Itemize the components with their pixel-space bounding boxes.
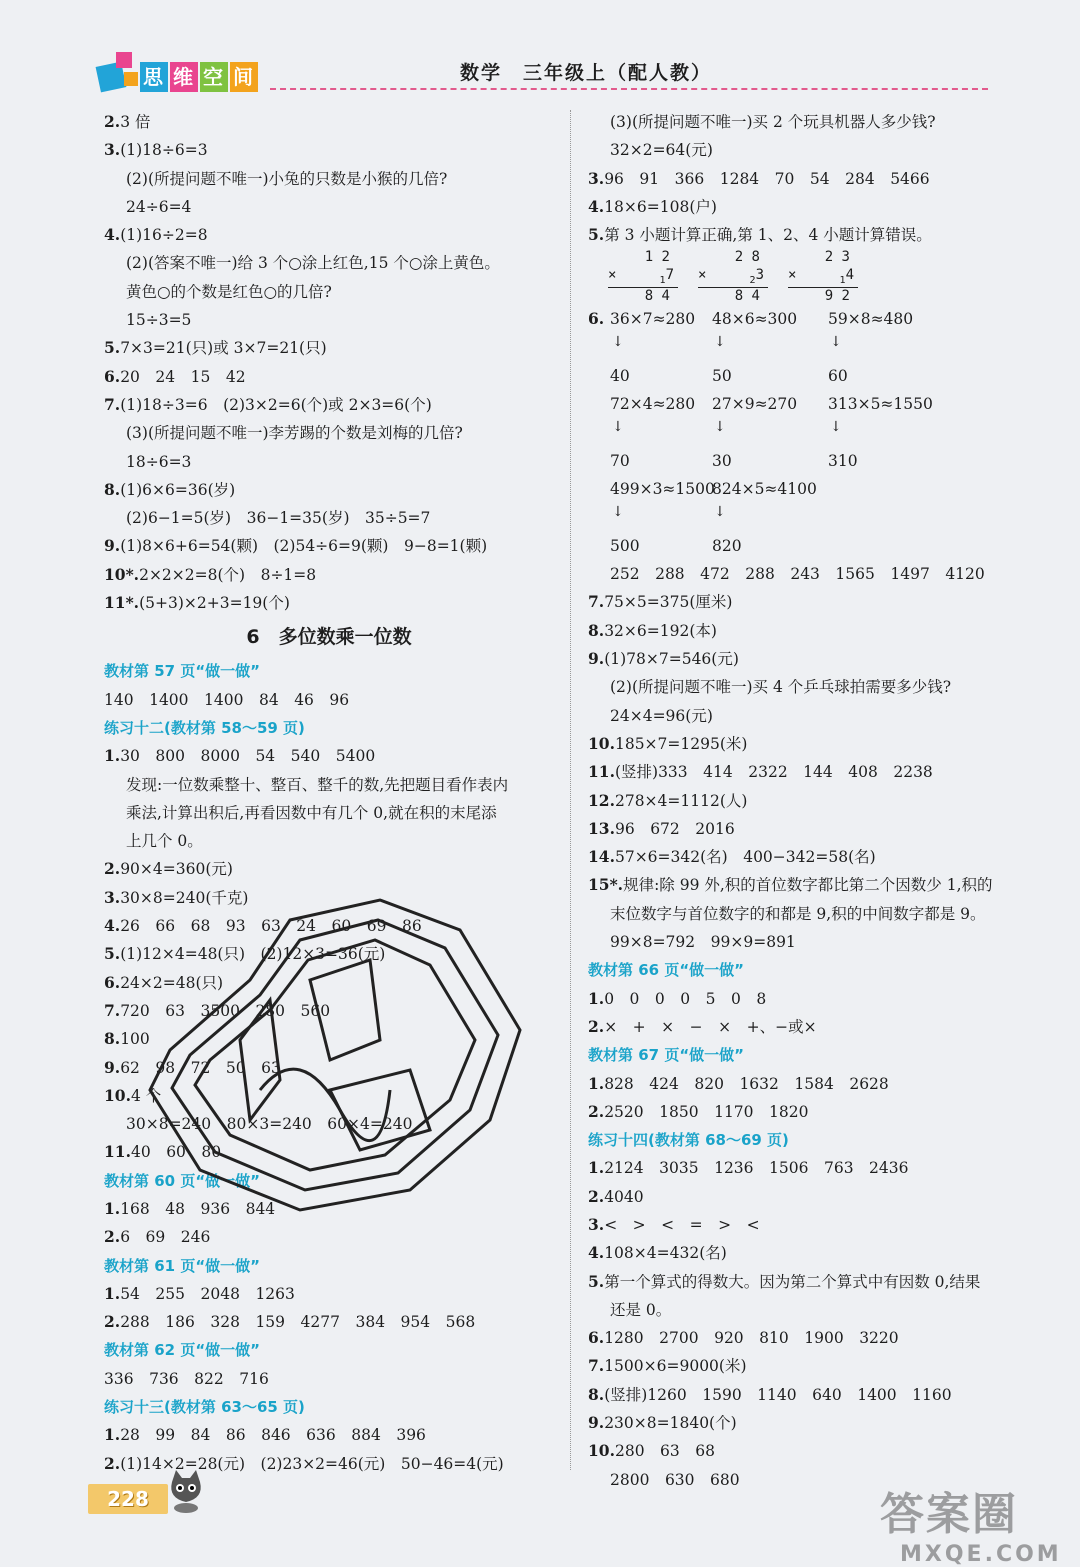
question-number: 8. bbox=[588, 1384, 605, 1404]
answer-text: (1)18÷3=6 (2)3×2=6(个)或 2×3=6(个) bbox=[120, 395, 432, 414]
vcalc-digit: 7 bbox=[665, 267, 674, 284]
answer-line bbox=[588, 758, 1048, 786]
subsection-label: 教材第 57 页“做一做” bbox=[104, 662, 261, 681]
vertical-calculation bbox=[608, 249, 678, 306]
vcalc-digit: 3 bbox=[755, 267, 764, 284]
estimate-cell: 30 bbox=[712, 451, 732, 470]
estimate-row bbox=[588, 305, 1048, 333]
answer-line bbox=[104, 136, 554, 164]
answer-line bbox=[104, 1223, 554, 1251]
estimate-row bbox=[588, 532, 1048, 560]
times-sign: × bbox=[608, 267, 617, 284]
question-number: 8. bbox=[104, 479, 121, 499]
answer-text: 252 288 472 288 243 1565 1497 4120 bbox=[610, 565, 985, 584]
answer-line bbox=[588, 617, 1048, 645]
down-arrow-icon: ↓ bbox=[612, 503, 624, 520]
question-number: 1. bbox=[104, 746, 121, 766]
question-number: 10. bbox=[588, 1441, 615, 1461]
answer-text: (1)8×6+6=54(颗) (2)54÷6=9(颗) 9−8=1(颗) bbox=[120, 537, 488, 556]
vcalc-multiplier bbox=[750, 267, 764, 287]
question-number: 9. bbox=[104, 1057, 121, 1077]
estimate-cell: 70 bbox=[610, 451, 630, 470]
vcalc-mid bbox=[698, 267, 768, 288]
answer-text: 280 63 68 bbox=[614, 1442, 715, 1461]
answer-text: 18÷6=3 bbox=[126, 452, 192, 471]
answer-text: 54 255 2048 1263 bbox=[120, 1284, 295, 1303]
answer-text: (2)(答案不唯一)给 3 个○涂上红色,15 个○涂上黄色。 bbox=[126, 254, 500, 273]
question-number: 7. bbox=[588, 592, 605, 612]
answer-text: 108×4=432(名) bbox=[604, 1244, 727, 1263]
answer-line bbox=[588, 928, 1048, 956]
question-number: 2. bbox=[104, 1453, 121, 1473]
vertical-calculation bbox=[698, 249, 768, 306]
answer-line bbox=[104, 391, 554, 419]
answer-line bbox=[588, 1268, 1048, 1296]
answer-line bbox=[588, 730, 1048, 758]
estimate-cell: 27×9≈270 bbox=[712, 395, 798, 414]
answer-line bbox=[104, 589, 554, 617]
estimate-row bbox=[588, 362, 1048, 390]
subsection-label: 教材第 66 页“做一做” bbox=[588, 961, 745, 980]
answer-text: 75×5=375(厘米) bbox=[604, 593, 733, 612]
answer-line bbox=[588, 985, 1048, 1013]
question-number: 9. bbox=[104, 536, 121, 556]
answer-text: 24÷6=4 bbox=[126, 197, 192, 216]
answer-line bbox=[588, 221, 1048, 249]
question-number: 10. bbox=[104, 1085, 131, 1105]
answer-text: 30 800 8000 54 540 5400 bbox=[120, 747, 376, 766]
question-number: 3. bbox=[588, 168, 605, 188]
question-number: 11. bbox=[588, 762, 615, 782]
answer-text: (1)12×4=48(只) (2)12×3=36(元) bbox=[120, 945, 386, 964]
question-number: 11. bbox=[104, 1142, 131, 1162]
answer-line bbox=[104, 334, 554, 362]
answer-line bbox=[588, 1013, 1048, 1041]
answer-text: 2124 3035 1236 1506 763 2436 bbox=[604, 1159, 909, 1178]
right-answer-list-top bbox=[588, 108, 1048, 249]
header-dashed-line bbox=[270, 88, 988, 90]
question-number: 3. bbox=[104, 140, 121, 160]
answer-text: 140 1400 1400 84 46 96 bbox=[104, 690, 350, 709]
answer-text: 第一个算式的得数大。因为第二个算式中有因数 0,结果 bbox=[604, 1272, 981, 1291]
answer-line bbox=[588, 108, 1048, 136]
question-number: 1. bbox=[588, 1158, 605, 1178]
answer-text: 3 倍 bbox=[120, 113, 151, 131]
question-number: 6. bbox=[104, 366, 121, 386]
answer-line bbox=[104, 1280, 554, 1308]
answer-text: 2800 630 680 bbox=[610, 1470, 740, 1489]
answer-line bbox=[104, 504, 554, 532]
question-number: 7. bbox=[104, 394, 121, 414]
answer-line bbox=[104, 799, 554, 827]
question-number: 9. bbox=[588, 649, 605, 669]
down-arrow-icon: ↓ bbox=[714, 418, 726, 435]
question-number: 1. bbox=[104, 1283, 121, 1303]
right-column bbox=[588, 108, 1048, 1494]
estimate-row bbox=[588, 475, 1048, 503]
answer-line bbox=[588, 1154, 1048, 1182]
answer-line bbox=[104, 306, 554, 334]
answer-line bbox=[588, 1183, 1048, 1211]
question-number: 10. bbox=[588, 733, 615, 753]
question-number: 2. bbox=[588, 1186, 605, 1206]
estimate-cell: 310 bbox=[828, 451, 858, 470]
question-number: 2. bbox=[104, 112, 121, 131]
vcalc-top: 2 3 bbox=[824, 249, 850, 266]
down-arrow-icon: ↓ bbox=[714, 503, 726, 520]
estimate-cell: 50 bbox=[712, 367, 732, 386]
down-arrow-icon: ↓ bbox=[612, 418, 624, 435]
answer-text: 18×6=108(户) bbox=[604, 197, 717, 216]
answer-text: 278×4=1112(人) bbox=[614, 791, 748, 810]
subsection-label: 教材第 67 页“做一做” bbox=[588, 1046, 745, 1065]
answer-text: 黄色○的个数是红色○的几倍? bbox=[126, 282, 332, 301]
times-sign: × bbox=[698, 267, 707, 284]
ink-stamp-graphic bbox=[130, 890, 530, 1220]
question-number: 5. bbox=[588, 225, 605, 245]
answer-line bbox=[588, 588, 1048, 616]
question-number: 14. bbox=[588, 847, 615, 867]
question-number: 12. bbox=[588, 790, 615, 810]
answer-line bbox=[588, 900, 1048, 928]
answer-line bbox=[104, 855, 554, 883]
subsection-label: 练习十四(教材第 68～69 页) bbox=[588, 1131, 789, 1150]
answer-text: 末位数字与首位数字的和都是 9,积的中间数字都是 9。 bbox=[610, 904, 986, 923]
answer-text: 1500×6=9000(米) bbox=[604, 1357, 747, 1376]
logo-square-orange bbox=[124, 72, 138, 86]
times-sign: × bbox=[788, 267, 797, 284]
answer-line bbox=[588, 1098, 1048, 1126]
answer-line bbox=[104, 249, 554, 277]
answer-text: 规律:除 99 外,积的首位数字都比第二个因数少 1,积的 bbox=[623, 876, 993, 895]
answer-text: 230×8=1840(个) bbox=[604, 1414, 737, 1433]
answer-line bbox=[104, 363, 554, 391]
logo-char: 空 bbox=[200, 62, 228, 92]
subsection-label: 练习十三(教材第 63～65 页) bbox=[104, 1398, 305, 1417]
estimate-cell: 500 bbox=[610, 536, 640, 555]
question-number: 8. bbox=[104, 1029, 121, 1049]
question-number: 4. bbox=[588, 1243, 605, 1263]
estimate-cell: 313×5≈1550 bbox=[828, 395, 933, 414]
question-number: 6. bbox=[104, 972, 121, 992]
watermark-main: 答案圈 bbox=[880, 1489, 1018, 1540]
estimate-cell: 499×3≈1500 bbox=[610, 480, 715, 499]
vcalc-mid bbox=[608, 267, 678, 288]
question-number: 2. bbox=[104, 1227, 121, 1247]
answer-line bbox=[588, 673, 1048, 701]
answer-line bbox=[104, 108, 554, 136]
question-number: 4. bbox=[588, 196, 605, 216]
answer-line bbox=[104, 419, 554, 447]
answer-text: 96 91 366 1284 70 54 284 5466 bbox=[604, 169, 930, 188]
question-number: 1. bbox=[588, 988, 605, 1008]
answer-line bbox=[588, 1239, 1048, 1267]
vcalc-digit: 4 bbox=[845, 267, 854, 284]
answer-text: 28 99 84 86 846 636 884 396 bbox=[120, 1426, 426, 1445]
answer-line bbox=[104, 278, 554, 306]
subsection-heading bbox=[588, 1041, 1048, 1069]
answer-line bbox=[588, 815, 1048, 843]
answer-text: (3)(所提问题不唯一)李芳踢的个数是刘梅的几倍? bbox=[126, 424, 463, 443]
page-header bbox=[0, 0, 1080, 100]
answer-text: 30×8=240(千克) bbox=[120, 888, 249, 907]
vcalc-multiplier bbox=[840, 267, 854, 287]
answer-line bbox=[588, 560, 1048, 588]
answer-text: 2520 1850 1170 1820 bbox=[604, 1102, 809, 1121]
vcalc-carry: 1 bbox=[659, 275, 666, 287]
question-number: 5. bbox=[588, 1271, 605, 1291]
subsection-heading bbox=[104, 657, 554, 685]
answer-line bbox=[104, 448, 554, 476]
question-number: 9. bbox=[588, 1413, 605, 1433]
answer-text: 40 60 80 bbox=[130, 1143, 222, 1162]
answer-line bbox=[104, 561, 554, 589]
arrow-row bbox=[588, 419, 1048, 447]
estimate-cell: 824×5≈4100 bbox=[712, 480, 817, 499]
estimate-cell: 72×4≈280 bbox=[610, 395, 696, 414]
down-arrow-icon: ↓ bbox=[612, 333, 624, 350]
answer-line bbox=[104, 532, 554, 560]
answer-text: 26 66 68 93 63 24 60 69 86 bbox=[120, 917, 422, 936]
question-number: 2. bbox=[104, 1312, 121, 1332]
answer-line bbox=[588, 787, 1048, 815]
answer-text: (1)16÷2=8 bbox=[120, 226, 208, 245]
question-number: 8. bbox=[588, 620, 605, 640]
answer-line bbox=[104, 1421, 554, 1449]
answer-line bbox=[104, 193, 554, 221]
answer-text: 32×2=64(元) bbox=[610, 141, 713, 160]
vcalc-top: 1 2 bbox=[644, 249, 670, 266]
vertical-calculation bbox=[788, 249, 858, 306]
estimate-row bbox=[588, 390, 1048, 418]
answer-line bbox=[104, 1365, 554, 1393]
answer-text: 24×4=96(元) bbox=[610, 706, 713, 725]
watermark-url: MXQE.COM bbox=[900, 1542, 1062, 1567]
subsection-heading bbox=[588, 1126, 1048, 1154]
answer-line bbox=[588, 1381, 1048, 1409]
answer-text: 336 736 822 716 bbox=[104, 1369, 269, 1388]
answer-line bbox=[588, 1324, 1048, 1352]
header-title: 数学 三年级上（配人教） bbox=[460, 62, 713, 84]
answer-text: (1)6×6=36(岁) bbox=[120, 480, 236, 499]
question-number: 3. bbox=[104, 887, 121, 907]
answer-text: 720 63 3500 280 560 bbox=[120, 1001, 331, 1020]
vertical-calculations bbox=[588, 249, 1048, 305]
estimate-cell: 820 bbox=[712, 536, 742, 555]
down-arrow-icon: ↓ bbox=[714, 333, 726, 350]
section-title: 6 多位数乘一位数 bbox=[246, 626, 412, 649]
answer-text: 7×3=21(只)或 3×7=21(只) bbox=[120, 339, 327, 358]
answer-text: 乘法,计算出积后,再看因数中有几个 0,就在积的末尾添 bbox=[126, 803, 497, 822]
column-divider bbox=[570, 110, 571, 1470]
subsection-heading bbox=[104, 714, 554, 742]
answer-line bbox=[104, 1308, 554, 1336]
estimate-cell: 36×7≈280 bbox=[610, 310, 696, 329]
page-number-box bbox=[88, 1484, 168, 1514]
question-number: 3. bbox=[588, 1214, 605, 1234]
down-arrow-icon: ↓ bbox=[830, 418, 842, 435]
answer-text: 288 186 328 159 4277 384 954 568 bbox=[120, 1313, 476, 1332]
answer-line bbox=[104, 827, 554, 855]
answer-text: 15÷3=5 bbox=[126, 311, 192, 330]
answer-text: (1)78×7=546(元) bbox=[604, 650, 739, 669]
question-number: 7. bbox=[104, 1000, 121, 1020]
answer-line bbox=[588, 1296, 1048, 1324]
answer-text: (竖排)333 414 2322 144 408 2238 bbox=[614, 763, 933, 782]
question-number: 2. bbox=[588, 1101, 605, 1121]
answer-text: 30×8=240 80×3=240 60×4=240 bbox=[126, 1115, 413, 1134]
answer-line bbox=[588, 193, 1048, 221]
page-number: 228 bbox=[107, 1487, 149, 1511]
subsection-label: 教材第 60 页“做一做” bbox=[104, 1171, 261, 1190]
answer-text: 24×2=48(只) bbox=[120, 973, 224, 992]
answer-line bbox=[104, 165, 554, 193]
answer-text: (2)(所提问题不唯一)买 4 个乒乓球拍需要多少钱? bbox=[610, 678, 952, 697]
answer-line bbox=[104, 771, 554, 799]
subsection-label: 教材第 62 页“做一做” bbox=[104, 1341, 261, 1360]
answer-text: 99×8=792 99×9=891 bbox=[610, 933, 796, 952]
answer-text: (2)6−1=5(岁) 36−1=35(岁) 35÷5=7 bbox=[126, 509, 431, 528]
estimate-cell: 60 bbox=[828, 367, 848, 386]
subsection-heading bbox=[104, 1336, 554, 1364]
answer-text: 57×6=342(名) 400−342=58(名) bbox=[614, 848, 876, 867]
question-number: 2. bbox=[588, 1016, 605, 1036]
watermark bbox=[880, 1478, 1070, 1567]
logo-char: 维 bbox=[170, 62, 198, 92]
answer-line bbox=[104, 476, 554, 504]
question-number: 5. bbox=[104, 338, 121, 358]
question-number: 10*. bbox=[104, 564, 140, 584]
answer-text: 第 3 小题计算正确,第 1、2、4 小题计算错误。 bbox=[604, 226, 932, 245]
question-number: 1. bbox=[104, 1425, 121, 1445]
answer-text: 20 24 15 42 bbox=[120, 367, 246, 386]
answer-text: (5+3)×2+3=19(个) bbox=[139, 594, 290, 613]
subsection-label: 教材第 61 页“做一做” bbox=[104, 1256, 261, 1275]
answer-line bbox=[588, 1352, 1048, 1380]
right-answer-list-bottom bbox=[588, 560, 1048, 1494]
estimate-row bbox=[588, 447, 1048, 475]
subsection-heading bbox=[104, 1393, 554, 1421]
answer-line bbox=[588, 1437, 1048, 1465]
answer-line bbox=[588, 1070, 1048, 1098]
vcalc-mid bbox=[788, 267, 858, 288]
vcalc-result: 8 4 bbox=[644, 288, 670, 305]
answer-text: 62 98 72 50 63 bbox=[120, 1058, 281, 1077]
answer-text: 96 672 2016 bbox=[614, 819, 735, 838]
answer-text: 168 48 936 844 bbox=[120, 1199, 276, 1218]
answer-text: (1)14×2=28(元) (2)23×2=46(元) 50−46=4(元) bbox=[120, 1454, 504, 1473]
question-number: 1. bbox=[104, 1198, 121, 1218]
question-number: 11*. bbox=[104, 593, 140, 613]
question-number: 6. bbox=[588, 309, 605, 329]
question-number: 5. bbox=[104, 944, 121, 964]
answer-text: × + × − × +、−或× bbox=[604, 1017, 817, 1036]
answer-line bbox=[104, 742, 554, 770]
vcalc-carry: 2 bbox=[749, 275, 756, 287]
arrow-row bbox=[588, 504, 1048, 532]
answer-line bbox=[588, 645, 1048, 673]
answer-line bbox=[588, 1211, 1048, 1239]
answer-text: 828 424 820 1632 1584 2628 bbox=[604, 1074, 889, 1093]
left-answer-list bbox=[104, 108, 554, 617]
question-number: 6. bbox=[588, 1328, 605, 1348]
question-number: 4. bbox=[104, 916, 121, 936]
left-column bbox=[104, 108, 554, 1478]
answer-text: 4 个 bbox=[130, 1086, 162, 1105]
answer-line bbox=[104, 221, 554, 249]
vcalc-result: 9 2 bbox=[824, 288, 850, 305]
answer-text: 6 69 246 bbox=[120, 1228, 211, 1247]
answer-line bbox=[588, 702, 1048, 730]
answer-text: 90×4=360(元) bbox=[120, 860, 233, 879]
answer-text: 2×2×2=8(个) 8÷1=8 bbox=[139, 565, 317, 584]
answer-line bbox=[588, 165, 1048, 193]
answer-line bbox=[588, 136, 1048, 164]
question-number: 15*. bbox=[588, 875, 624, 895]
question-number: 2. bbox=[104, 859, 121, 879]
logo-char: 间 bbox=[230, 62, 258, 92]
subsection-heading bbox=[104, 1252, 554, 1280]
answer-text: (竖排)1260 1590 1140 640 1400 1160 bbox=[604, 1385, 952, 1404]
logo-char: 思 bbox=[140, 62, 168, 92]
answer-text: (2)(所提问题不唯一)小兔的只数是小猴的几倍? bbox=[126, 169, 448, 188]
answer-line bbox=[588, 1409, 1048, 1437]
answer-line bbox=[104, 686, 554, 714]
answer-text: 1280 2700 920 810 1900 3220 bbox=[604, 1329, 899, 1348]
cat-mascot-icon bbox=[166, 1468, 206, 1514]
subsection-heading bbox=[588, 956, 1048, 984]
question-number: 1. bbox=[588, 1073, 605, 1093]
answer-text: 发现:一位数乘整十、整百、整千的数,先把题目看作表内 bbox=[126, 775, 509, 794]
logo-text bbox=[140, 62, 260, 92]
answer-text: 0 0 0 0 5 0 8 bbox=[604, 989, 767, 1008]
subsection-label: 练习十二(教材第 58～59 页) bbox=[104, 718, 305, 737]
answer-text: 185×7=1295(米) bbox=[614, 734, 748, 753]
question-number: 13. bbox=[588, 818, 615, 838]
estimate-block bbox=[588, 305, 1048, 560]
answer-text: (1)18÷6=3 bbox=[120, 141, 208, 160]
estimate-cell: 48×6≈300 bbox=[712, 310, 798, 329]
answer-text: 还是 0。 bbox=[610, 1300, 672, 1319]
estimate-cell: 59×8≈480 bbox=[828, 310, 914, 329]
estimate-cell: 40 bbox=[610, 367, 630, 386]
vcalc-carry: 1 bbox=[839, 275, 846, 287]
answer-line bbox=[588, 843, 1048, 871]
vcalc-result: 8 4 bbox=[734, 288, 760, 305]
answer-text: 100 bbox=[120, 1030, 150, 1049]
question-number: 4. bbox=[104, 225, 121, 245]
vcalc-top: 2 8 bbox=[734, 249, 760, 266]
down-arrow-icon: ↓ bbox=[830, 333, 842, 350]
vcalc-multiplier bbox=[660, 267, 674, 287]
answer-text: (3)(所提问题不唯一)买 2 个玩具机器人多少钱? bbox=[610, 113, 936, 131]
arrow-row bbox=[588, 334, 1048, 362]
answer-text: 32×6=192(本) bbox=[604, 621, 717, 640]
answer-text: 4040 bbox=[604, 1187, 644, 1206]
logo-square-pink bbox=[116, 52, 132, 68]
question-number: 7. bbox=[588, 1356, 605, 1376]
answer-text: 上几个 0。 bbox=[126, 832, 203, 851]
answer-text: < > < = > < bbox=[604, 1215, 760, 1234]
answer-line bbox=[588, 871, 1048, 899]
